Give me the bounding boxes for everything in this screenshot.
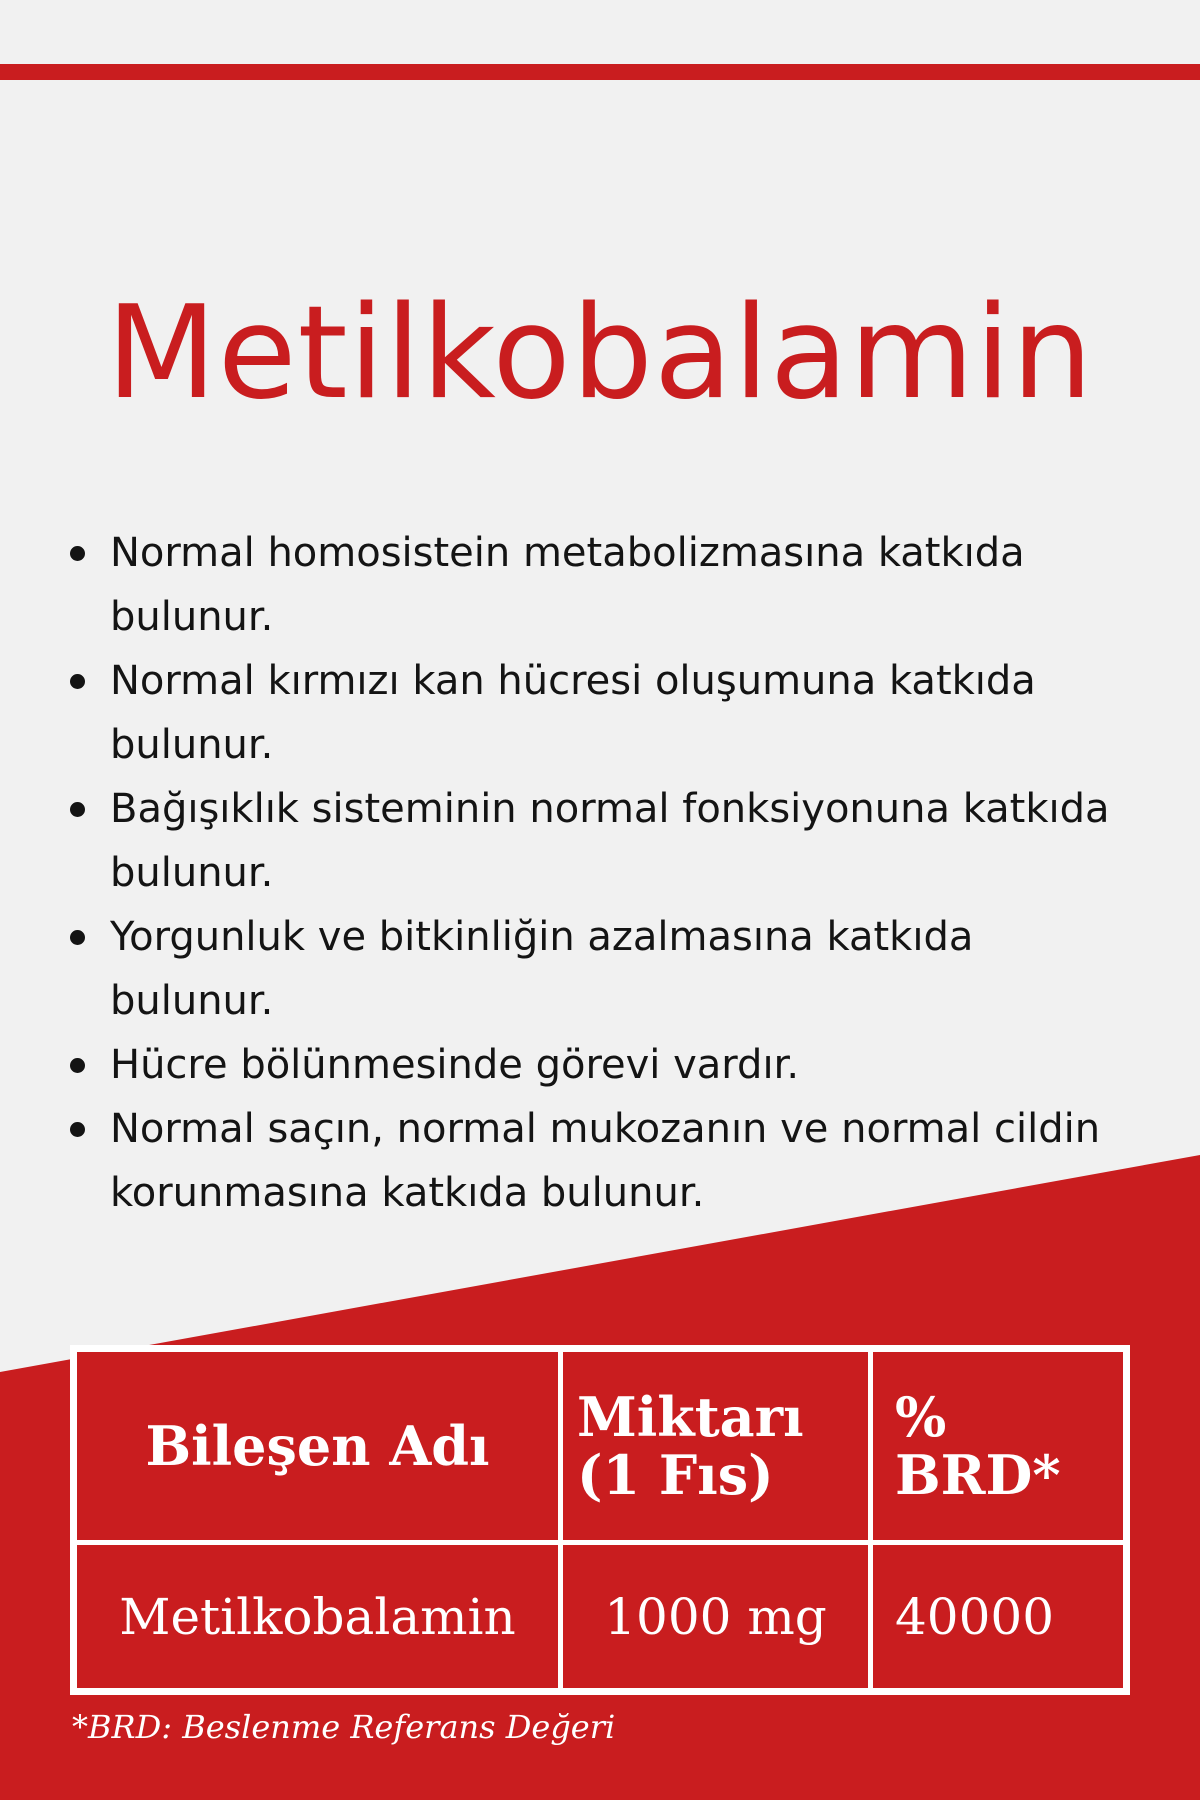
list-item-line: Hücre bölünmesinde görevi vardır. [110,1042,800,1088]
benefits-list [66,521,1176,1225]
list-item-line: Yorgunluk ve bitkinliğin azalmasına katkıda [110,914,974,960]
list-item [66,777,1176,905]
header-brd-label: BRD* [895,1443,1061,1507]
row-cell-name [77,1545,558,1688]
list-item-line: bulunur. [110,722,274,768]
brd-footnote: *BRD: Beslenme Referans Değeri [72,1708,616,1746]
list-item-line: Normal kırmızı kan hücresi oluşumuna katkıda [110,658,1036,704]
page-title: Metilkobalamin [106,279,1094,428]
list-item [66,1033,1176,1097]
list-item [66,905,1176,1033]
bullet-icon [70,930,85,945]
bullet-icon [70,1058,85,1073]
bullet-icon [70,802,85,817]
list-item-line: Bağışıklık sisteminin normal fonksiyonuna katkıda [110,786,1110,832]
row-brd-value: 40000 [895,1587,1055,1646]
row-amount-value: 1000 mg [604,1587,827,1646]
bullet-icon [70,674,85,689]
header-cell-name [77,1352,558,1540]
list-item [66,521,1176,649]
list-item-line: Normal homosistein metabolizmasına katkıda [110,530,1025,576]
row-name-value: Metilkobalamin [119,1587,516,1646]
bullet-icon [70,546,85,561]
list-item [66,649,1176,777]
header-name-label: Bileşen Adı [145,1414,490,1478]
row-cell-brd [873,1545,1123,1688]
header-amount-sublabel: (1 Fıs) [577,1443,774,1507]
list-item-line: bulunur. [110,850,274,896]
list-item-line: bulunur. [110,978,274,1024]
nutrition-table [70,1345,1130,1695]
header-cell-amount [563,1352,868,1540]
list-item-line: korunmasına katkıda bulunur. [110,1170,705,1216]
header-amount-label: Miktarı [577,1385,804,1449]
bullet-icon [70,1122,85,1137]
header-brd-percent: % [895,1385,947,1449]
header-cell-brd [873,1352,1123,1540]
list-item [66,1097,1176,1225]
list-item-line: Normal saçın, normal mukozanın ve normal cildin [110,1106,1101,1152]
list-item-line: bulunur. [110,594,274,640]
row-cell-amount [563,1545,868,1688]
